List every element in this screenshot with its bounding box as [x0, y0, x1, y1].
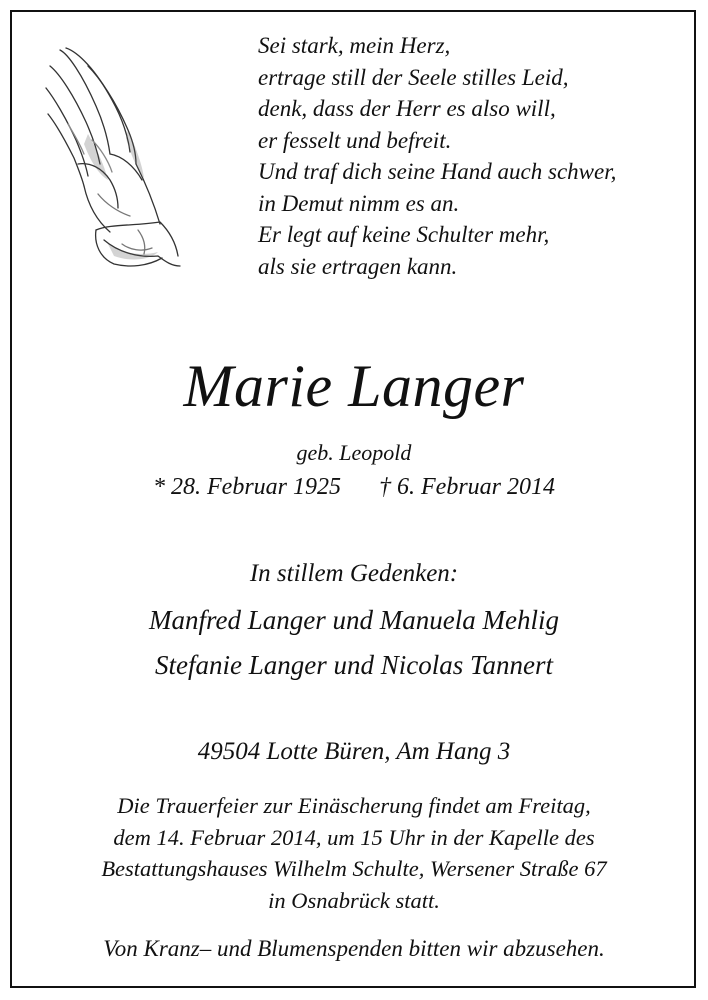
- flower-note: Von Kranz– und Blumenspenden bitten wir abzusehen.: [103, 936, 605, 961]
- address: 49504 Lotte Büren, Am Hang 3: [197, 738, 511, 765]
- poem-line: denk, dass der Herr es also will,: [258, 96, 556, 121]
- poem-line: als sie ertragen kann.: [258, 253, 458, 279]
- life-dates: [0, 474, 708, 501]
- mourner-line: Stefanie Langer und Nicolas Tannert: [154, 650, 553, 680]
- death-date: † 6. Februar 2014: [379, 474, 555, 500]
- service-line: in Osnabrück statt.: [268, 887, 440, 913]
- mourner-line: Manfred Langer und Manuela Mehlig: [149, 605, 559, 635]
- service-line: Bestattungshauses Wilhelm Schulte, Wersener Straße 67: [101, 856, 607, 881]
- service-line: dem 14. Februar 2014, um 15 Uhr in der Kapelle des: [113, 824, 595, 850]
- maiden-name: geb. Leopold: [296, 440, 412, 465]
- poem-line: Und traf dich seine Hand auch schwer,: [258, 159, 617, 184]
- poem-line: ertrage still der Seele stilles Leid,: [258, 64, 569, 90]
- mourners: [0, 598, 708, 688]
- birth-date: * 28. Februar 1925: [153, 474, 341, 500]
- poem-line: er fesselt und befreit.: [258, 127, 452, 153]
- praying-hands-icon: [38, 44, 188, 269]
- service-info: [0, 790, 708, 916]
- poem-line: Sei stark, mein Herz,: [258, 33, 451, 58]
- deceased-name: Marie Langer: [183, 353, 525, 419]
- memory-line: In stillem Gedenken:: [249, 560, 459, 587]
- poem-line: Er legt auf keine Schulter mehr,: [258, 222, 550, 247]
- poem: [258, 30, 688, 282]
- service-line: Die Trauerfeier zur Einäscherung findet am Freitag,: [117, 793, 591, 818]
- poem-line: in Demut nimm es an.: [258, 190, 460, 216]
